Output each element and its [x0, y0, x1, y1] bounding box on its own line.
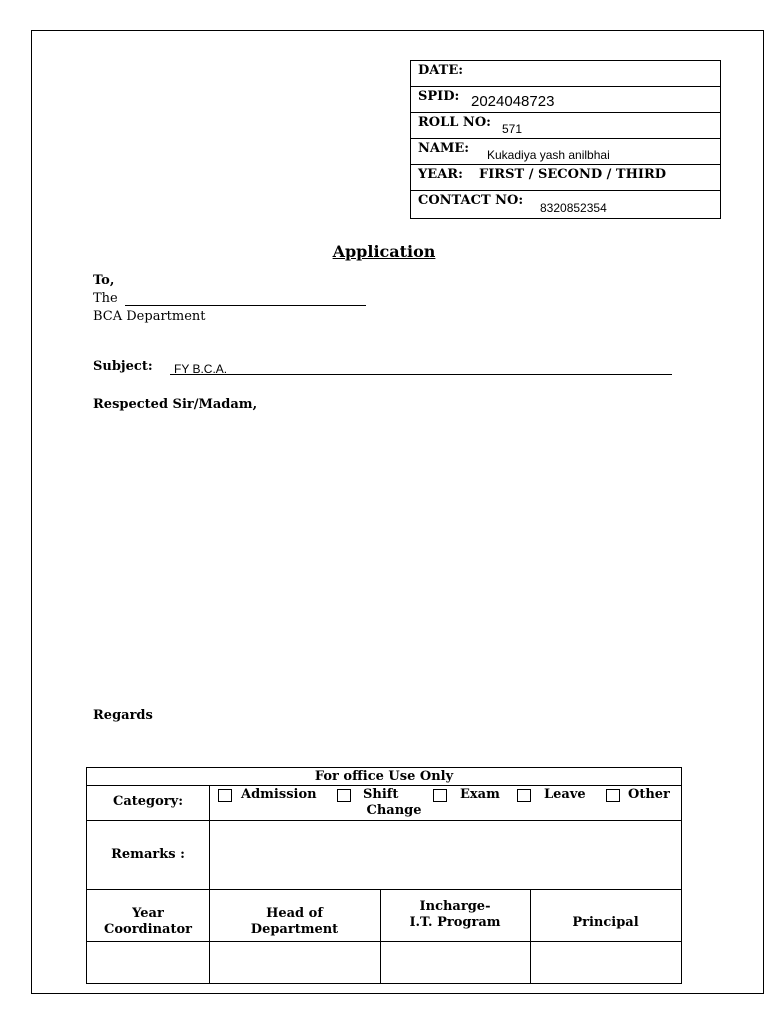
contact-row — [411, 191, 720, 218]
closing: Regards — [93, 708, 153, 723]
signature-cell-hod[interactable] — [210, 942, 380, 983]
signature-cell-incharge[interactable] — [381, 942, 530, 983]
leave-checkbox[interactable] — [517, 789, 531, 802]
remarks-field[interactable] — [210, 821, 681, 889]
salutation: Respected Sir/Madam, — [93, 397, 258, 412]
exam-option: Exam — [460, 787, 500, 802]
date-row — [411, 61, 720, 87]
subject-line[interactable] — [170, 360, 672, 375]
other-checkbox[interactable] — [606, 789, 620, 802]
subject-value[interactable]: FY B.C.A. — [174, 362, 228, 376]
to-label: To, — [93, 273, 115, 288]
page-title-wrap — [0, 242, 768, 261]
admission-option: Admission — [241, 787, 317, 802]
spid-value[interactable]: 2024048723 — [471, 93, 555, 110]
row-divider — [87, 785, 681, 786]
shift-change-option: Shift Change — [363, 787, 422, 818]
signature-cell-principal[interactable] — [531, 942, 681, 983]
year-label: YEAR: — [418, 167, 463, 182]
roll-row — [411, 113, 720, 139]
recipient-line[interactable] — [125, 290, 366, 306]
office-use-table — [86, 767, 682, 984]
office-heading: For office Use Only — [314, 769, 454, 784]
admission-checkbox[interactable] — [218, 789, 232, 802]
page-title: Application — [332, 242, 436, 261]
the-label: The — [93, 291, 118, 306]
year-options: FIRST / SECOND / THIRD — [479, 167, 667, 182]
leave-option: Leave — [544, 787, 586, 802]
signatory-year-coordinator: Year Coordinator — [104, 906, 192, 937]
signatory-principal: Principal — [572, 915, 639, 930]
subject-label: Subject: — [93, 359, 153, 374]
roll-label: ROLL NO: — [418, 115, 491, 130]
student-info-box — [410, 60, 721, 219]
contact-value[interactable]: 8320852354 — [540, 201, 607, 215]
signature-cell-year-coordinator[interactable] — [87, 942, 209, 983]
signatory-head-of-department: Head of Department — [250, 906, 339, 937]
name-value[interactable]: Kukadiya yash anilbhai — [487, 148, 610, 162]
name-label: NAME: — [418, 141, 470, 156]
date-label: DATE: — [418, 63, 464, 78]
spid-label: SPID: — [418, 89, 460, 104]
other-option: Other — [628, 787, 670, 802]
roll-value[interactable]: 571 — [502, 122, 523, 136]
spid-row — [411, 87, 720, 113]
remarks-label: Remarks : — [111, 847, 185, 862]
contact-label: CONTACT NO: — [418, 193, 524, 208]
signatory-incharge-it: Incharge- I.T. Program — [409, 899, 501, 930]
category-label: Category: — [112, 794, 183, 809]
exam-checkbox[interactable] — [433, 789, 447, 802]
name-row — [411, 139, 720, 165]
department-label: BCA Department — [93, 309, 206, 324]
year-row — [411, 165, 720, 191]
row-divider — [87, 889, 681, 890]
